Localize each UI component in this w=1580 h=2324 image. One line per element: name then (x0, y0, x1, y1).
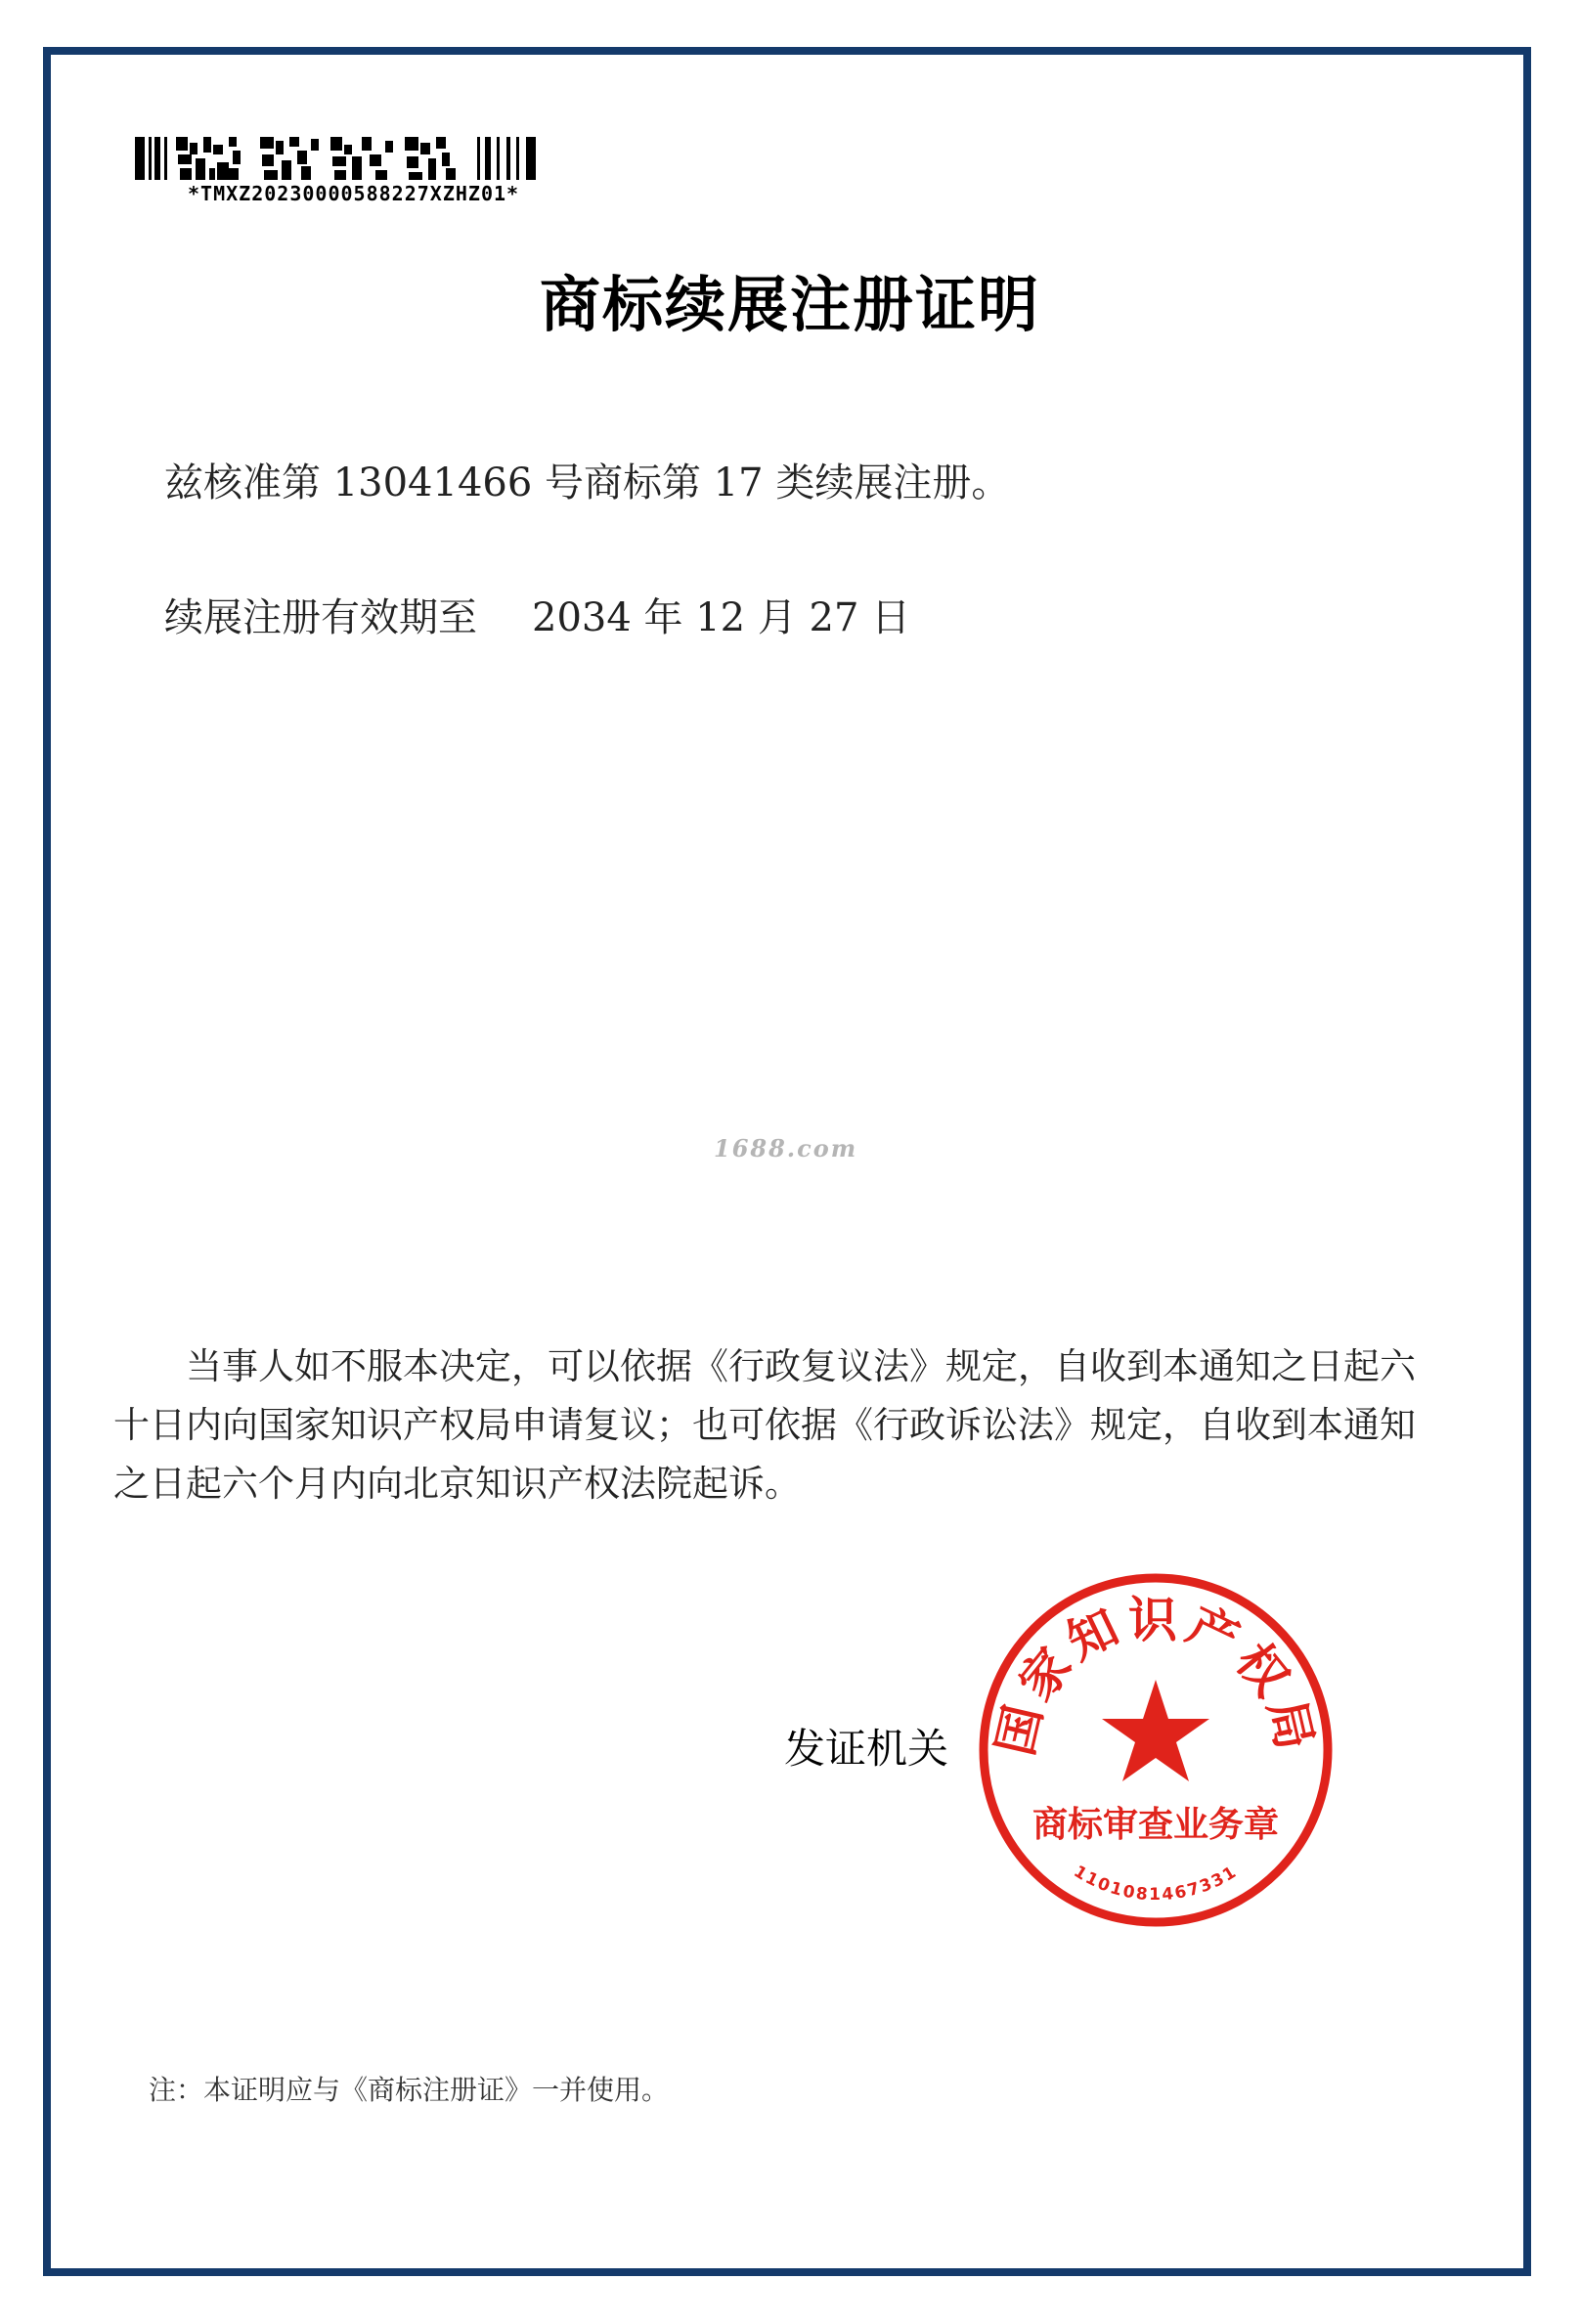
barcode (135, 137, 539, 180)
seal-star-icon (1102, 1680, 1209, 1781)
notice-text: 当事人如不服本决定，可以依据《行政复议法》规定，自收到本通知之日起六十日内向国家知识产权局申请复议；也可依据《行政诉讼法》规定，自收到本通知之日起六个月内向北京知识产权法院起诉。 (113, 1345, 1416, 1505)
validity-label: 续展注册有效期至 (164, 595, 477, 640)
seal-arc-text: 国家知识产权局 (987, 1591, 1325, 1761)
page-title: 商标续展注册证明 (539, 269, 1040, 340)
seal-code-text: 1101081467331 (1070, 1862, 1242, 1906)
approval-line: 兹核准第 13041466 号商标第 17 类续展注册。 (164, 460, 1011, 505)
issuer-label: 发证机关 (784, 1725, 949, 1773)
official-seal (970, 1564, 1341, 1936)
notice-paragraph (113, 1337, 1433, 1513)
barcode-number: *TMXZ20230000588227XZHZ01* (188, 182, 520, 205)
validity-date: 2034 年 12 月 27 日 (532, 595, 911, 640)
footnote: 注：本证明应与《商标注册证》一并使用。 (149, 2074, 670, 2106)
watermark: 1688.com (714, 1134, 858, 1162)
seal-inner-text: 商标审查业务章 (1031, 1805, 1280, 1845)
validity-line (164, 587, 910, 642)
svg-text:1101081467331 (1071, 1862, 1242, 1905)
